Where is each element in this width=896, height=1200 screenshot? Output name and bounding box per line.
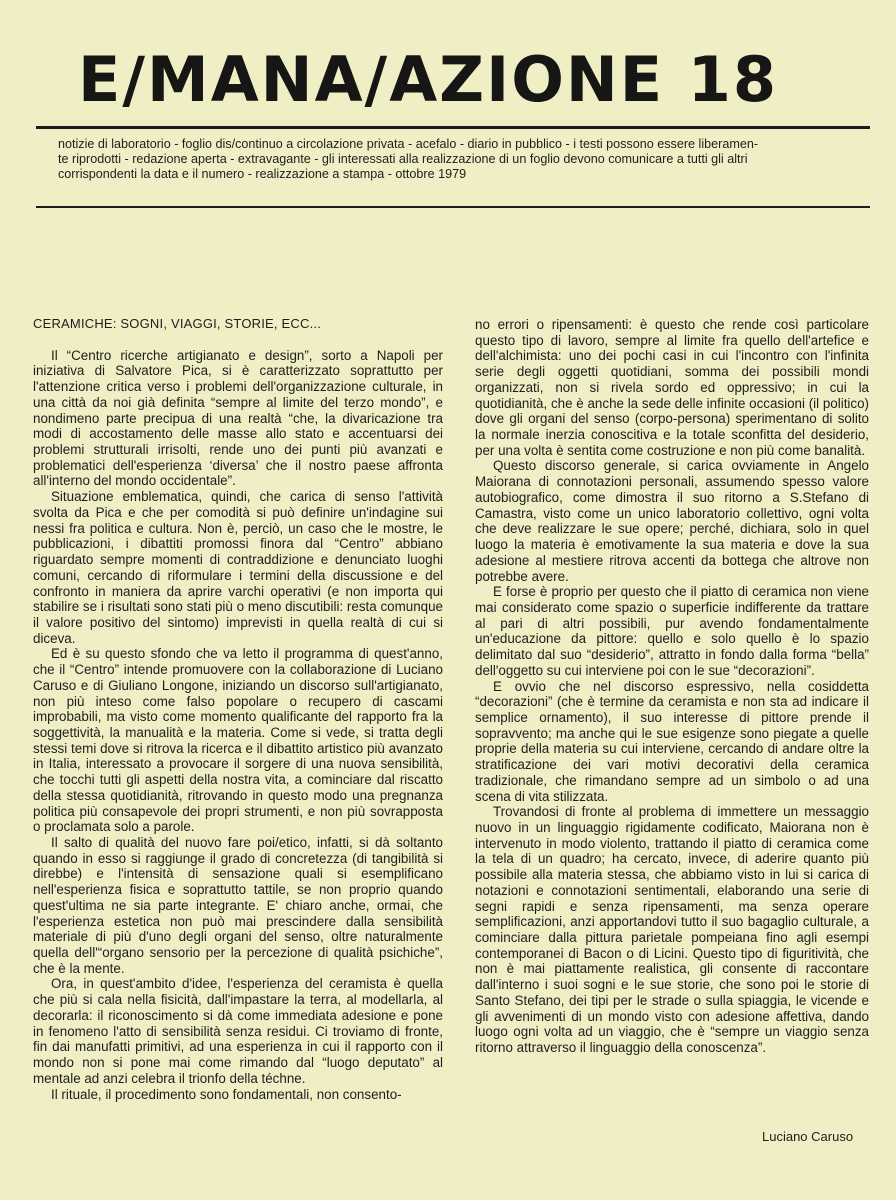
article-paragraph: Il “Centro ricerche artigianato e design”, sorto a Napoli per iniziativa di Salvatore Pica, si è caratterizzato soprattutto per l'attenzione critica verso i problemi dell'organizzazione culturale, in una città da noi già definita “sempre al limite del terzo mondo”, e nondimeno parte precipua di una realtà “che, la divaricazione tra modi di accostamento delle masse allo stato e accentuarsi dei problemi strutturali irrisolti, rende uno dei punti più avanzati e problematici dell'esperienza ‘diversa’ che il nostro paese affronta all'interno del mondo occidentale”. xyxy=(33,347,443,489)
article-paragraph: Ora, in quest'ambito d'idee, l'esperienza del ceramista è quella che più si cala nella fisicità, dall'impastare la terra, al modellarla, al decorarla: il riconoscimento si dà come immediata adesione e pone in fenomeno l'atto di sensibilità senza residui. Ci troviamo di fronte, fin dai manufatti primitivi, ad una esperienza in cui il rapporto con il mondo non si pone mai come rimando dal “luogo deputato” al mentale ad anzi celebra il trionfo della téchne. xyxy=(33,976,443,1086)
author-signature: Luciano Caruso xyxy=(762,1129,854,1144)
article-paragraph: Ed è su questo sfondo che va letto il programma di quest'anno, che il “Centro” intende promuovere con la collaborazione di Luciano Caruso e di Giuliano Longone, iniziando un discorso sull'artigianato, non più inteso come falso popolare o recupero di cascami improbabili, ma visto come momento qualificante del rapporto fra la soggettività, la manualità e la materia. Come si vede, si tratta degli stessi temi dove si ritrova la ricerca e il dibattito artistico più avanzato in Italia, interessato a provocare il sorgere di una nuova sensibilità, che tocchi tutti gli aspetti della nostra vita, a cominciare dal riscatto della stessa quotidianità, ritrovando in questo modo una pregnanza politica più consapevole dei propri strumenti, e non più sovrapposta o proclamata solo a parole. xyxy=(33,646,443,835)
masthead-subtitle xyxy=(58,137,858,182)
article-paragraph: Il rituale, il procedimento sono fondamentali, non consento- xyxy=(51,1086,402,1102)
article-paragraph: Il salto di qualità del nuovo fare poi/etico, infatti, si dà soltanto quando in esso si raggiunge il grado di concretezza (di tangibilità si direbbe) e l'intensità di sensazione quali si esemplificano nell'esperienza fisica e soprattutto tattile, se non proprio quando quest'ultima ne sia parte integrante. E' chiaro anche, ormai, che l'esperienza estetica non può mai prescindere dalla sensibilità materiale di più d'uno degli organi del senso, oltre naturalmente quella dell'“organo sensorio per la percezione di qualità psichiche”, che è la mente. xyxy=(33,835,443,976)
masthead-title: E/MANA/AZIONE 18 xyxy=(78,43,779,116)
article-heading: CERAMICHE: SOGNI, VIAGGI, STORIE, ECC... xyxy=(33,316,322,331)
article-paragraph: E forse è proprio per questo che il piatto di ceramica non viene mai considerato come spazio o superficie indifferente da trattare al pari di altri possibili, pur avendo fondamentalmente un'educazione da pittore: quello e solo quello è lo spazio delimitato dal suo “desiderio”, attratto in fondo dalla forma “bella” dell'oggetto su cui interviene poi con le sue “decorazioni”. xyxy=(475,584,869,678)
article-column-left xyxy=(33,316,443,1102)
subtitle-line: corrispondenti la data e il numero - realizzazione a stampa - ottobre 1979 xyxy=(58,167,467,181)
article-paragraph: Questo discorso generale, si carica ovviamente in Angelo Maiorana di connotazioni personali, assumendo spesso valore autobiografico, come dimostra il suo ritorno a S.Stefano di Camastra, visto come un unico laboratorio collettivo, ogni volta che deve realizzare le sue opere; perché, dichiara, solo in quel luogo la materia è emotivamente la sua materia e dove la sua adesione al mestiere ritrova accenti da bottega che altrove non potrebbe avere. xyxy=(475,458,869,584)
article-paragraph: Situazione emblematica, quindi, che carica di senso l'attività svolta da Pica e che per comodità si può definire un'indagine sui nessi fra politica e cultura. Non è, perciò, un caso che le mostre, le pubblicazioni, i dibattiti promossi finora dal “Centro” abbiano riguardato sempre momenti di contraddizione e denunciato luoghi comuni, cercando di riformulare i termini della discussione e del confronto in maniera da aprire varchi operativi (e non importa qui stabilire se i risultati sono stati più o meno discutibili: resta comunque il valore positivo del sintomo) imprevisti in quella realtà di cui si diceva. xyxy=(33,489,443,646)
subtitle-line: notizie di laboratorio - foglio dis/continuo a circolazione privata - acefalo - diario in pubblico - i testi possono essere liberamen- xyxy=(58,137,759,151)
bottom-rule xyxy=(36,206,870,208)
subtitle-line: te riprodotti - redazione aperta - extravagante - gli interessati alla realizzazione di un foglio devono comunicare a tutti gli altri xyxy=(58,152,748,166)
top-rule xyxy=(36,126,870,129)
article-paragraph: E ovvio che nel discorso espressivo, nella cosiddetta “decorazioni” (che è termine da ceramista e non sta ad indicare il semplice ornamento), il suo interesse di pittore prende il sopravvento; ma anche qui le sue esigenze sono piegate a quelle proprie della materia su cui interviene, cercando di andare oltre la stratificazione dei vari motivi decorativi della ceramica tradizionale, che rimandano sempre ad un simbolo o ad una scena di vita stilizzata. xyxy=(475,678,869,804)
article-paragraph-continued: no errori o ripensamenti: è questo che rende così particolare questo tipo di lavoro, sempre al limite fra quello dell'artefice e dell'alchimista: uno dei pochi casi in cui l'incontro con l'infinita serie degli oggetti quotidiani, somma dei possibili mondi organizzati, non si rivela sordo ed oppressivo; in cui la quotidianità, che è anche la sede delle infinite occasioni (il politico) dove gli organi del senso (corpo-persona) sperimentano di solito la normale inerzia conoscitiva e la totale sconfitta del desiderio, per una volta è sentita come costruzione e non più come banalità. xyxy=(475,317,869,458)
article-column-right xyxy=(475,317,869,1056)
article-paragraph: Trovandosi di fronte al problema di immettere un messaggio nuovo in un linguaggio rigidamente codificato, Maiorana non è intervenuto in modo violento, trattando il piatto di ceramica come la tela di un quadro; ha cercato, invece, di aderire quanto più possibile alla materia stessa, che abbiamo visto in lui si carica di notazioni e connotazioni sentimentali, elaborando una serie di segni rapidi e senza ripensamenti, ma senza operare semplificazioni, anzi apportandovi tutto il suo bagaglio culturale, a cominciare dalla pittura parietale pompeiana fino agli esempi contemporanei di Bacon o di Licini. Questo tipo di figuritività, che non è mai piattamente realistica, gli consente di raccontare dall'interno i suoi sogni e le sue storie, che sono poi le storie di Santo Stefano, dei tipi per le strade o sulla spiaggia, le vicende e gli avvenimenti di un mondo visto con adesione affettiva, dando luogo ogni volta ad un viaggio, che è “sempre un viaggio senza ritorno attraverso il linguaggio della conoscenza”. xyxy=(475,804,869,1056)
